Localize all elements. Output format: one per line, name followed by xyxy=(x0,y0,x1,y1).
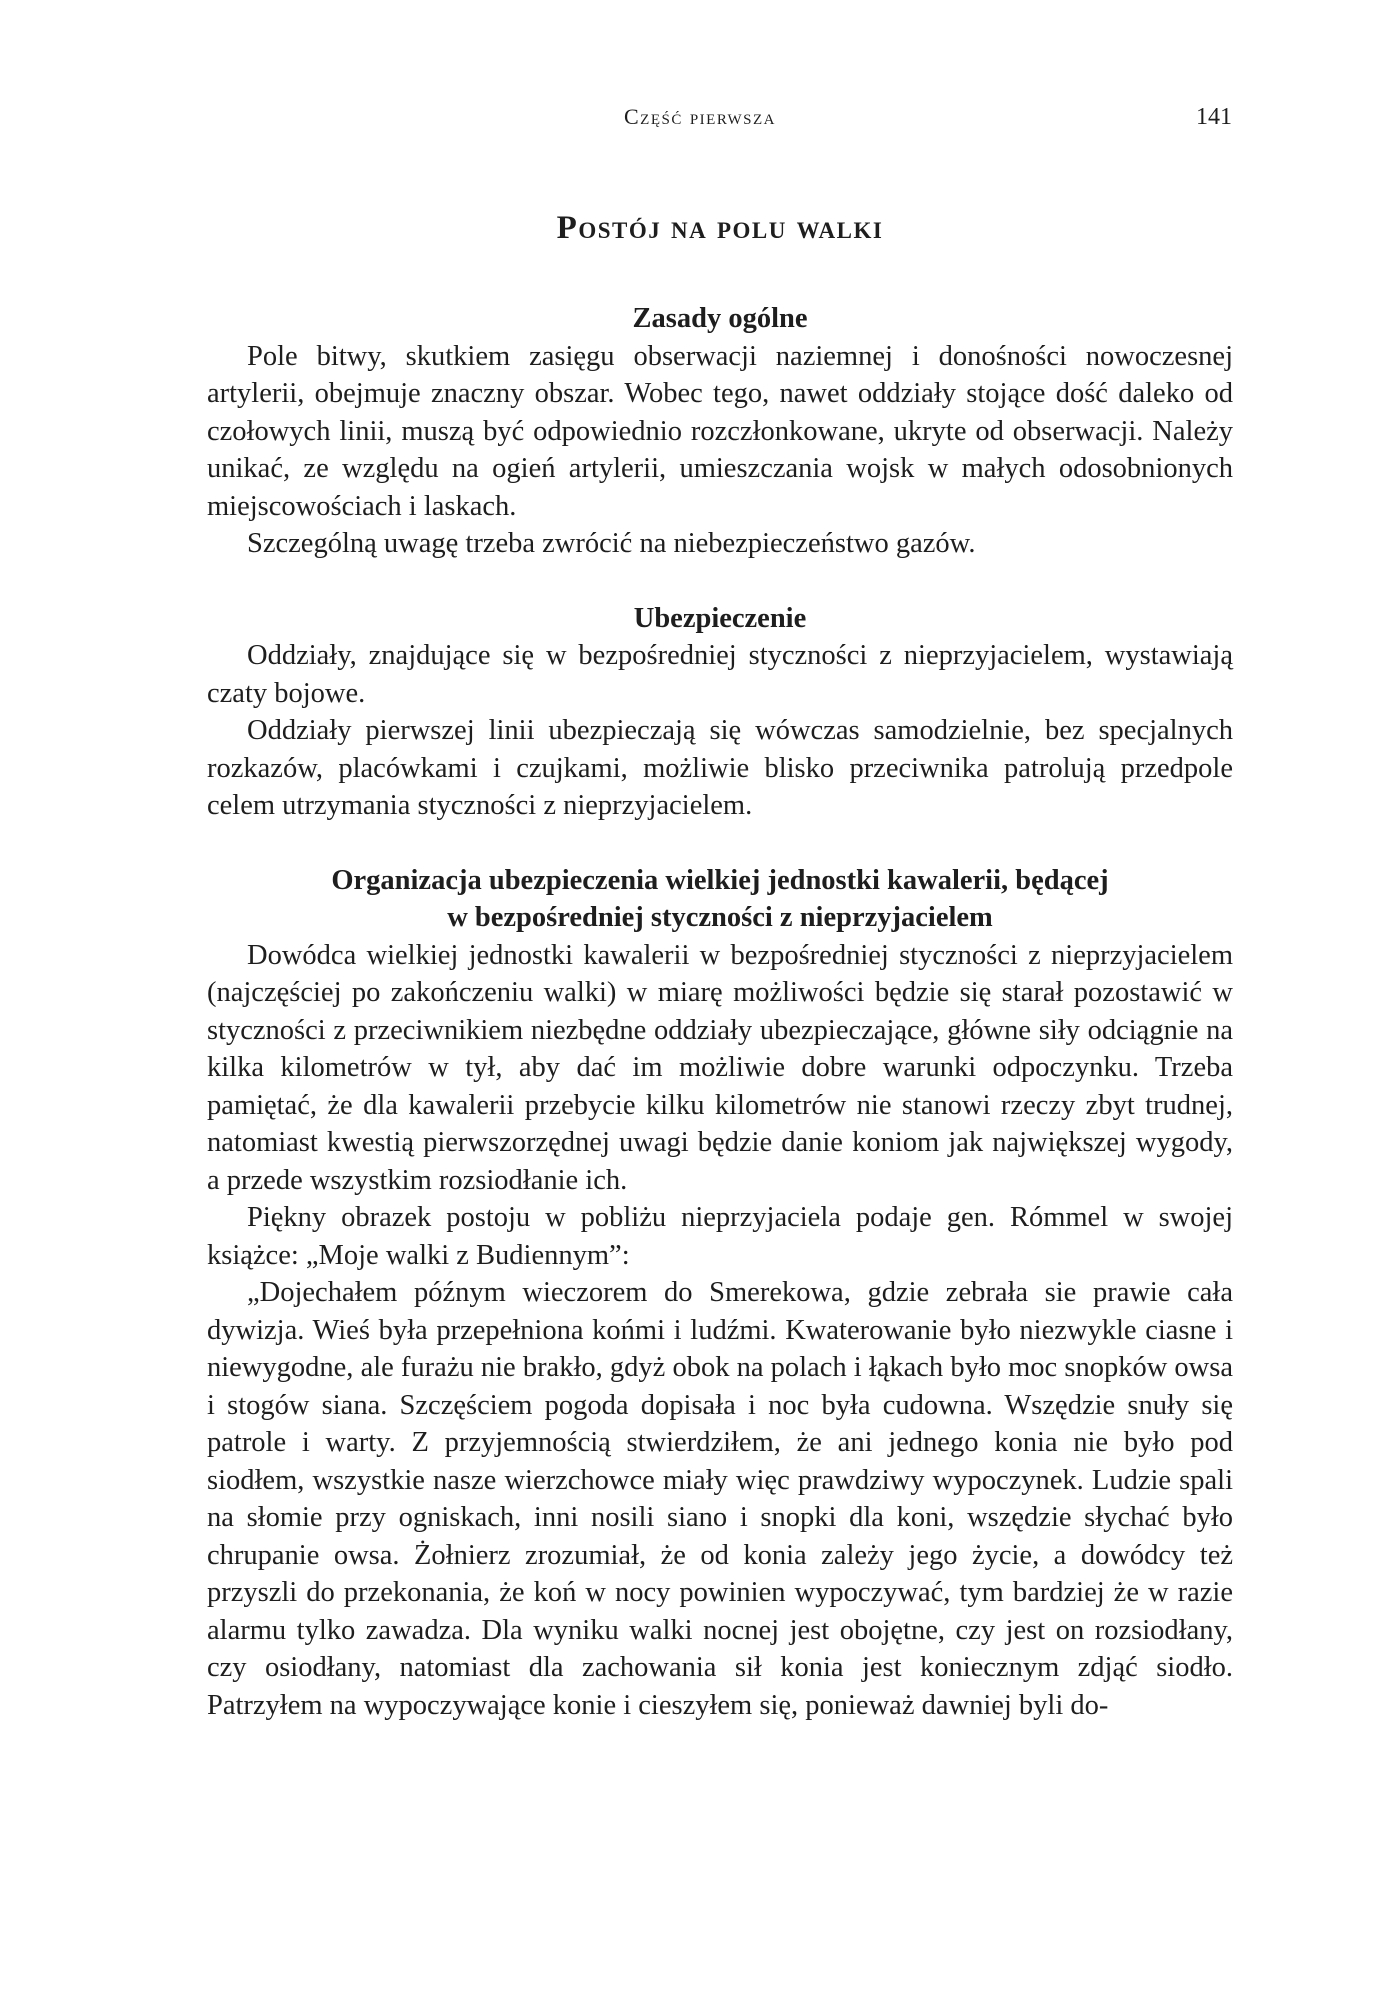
section-general-rules xyxy=(207,300,1233,563)
running-title: Część pierwsza xyxy=(623,104,777,129)
paragraph: Oddziały, znajdujące się w bezpośredniej styczności z nieprzyjacielem, wystawiają czaty bojowe. xyxy=(207,640,1233,709)
paragraph: Szczególną uwagę trzeba zwrócić na niebezpieczeństwo gazów. xyxy=(247,528,976,559)
section-heading-line: w bezpośredniej styczności z nieprzyjacielem xyxy=(447,902,993,933)
paragraph: Piękny obrazek postoju w pobliżu nieprzyjaciela podaje gen. Rómmel w swojej książce: „Moje walki z Budiennym”: xyxy=(207,1202,1233,1271)
running-head xyxy=(0,104,1400,134)
section-heading xyxy=(207,862,1233,937)
page-number: 141 xyxy=(1196,104,1232,130)
paragraph: Dowódca wielkiej jednostki kawalerii w bezpośredniej styczności z nieprzyjacielem (najczęściej po zakończeniu walki) w miarę możliwości będzie się starał pozostawić w styczności z przeciwnikiem niezbędne oddziały ubezpieczające, główne siły odciągnie na kilka kilometrów w tył, aby dać im możliwie dobre warunki odpoczynku. Trzeba pamiętać, że dla kawalerii przebycie kilku kilometrów nie stanowi rzeczy zbyt trudnej, natomiast kwestią pierwszorzędnej uwagi będzie danie koniom jak największej wygody, a przede wszystkim rozsiodłanie ich. xyxy=(207,939,1233,1196)
section-heading-line: Organizacja ubezpieczenia wielkiej jednostki kawalerii, będącej xyxy=(331,864,1109,896)
chapter-title: Postój na polu walki xyxy=(556,210,884,246)
section-heading: Zasady ogólne xyxy=(632,303,808,334)
section-cavalry-security-organization xyxy=(207,862,1233,1725)
paragraph: Oddziały pierwszej linii ubezpieczają się wówczas samodzielnie, bez specjalnych rozkazów, placówkami i czujkami, możliwie blisko przeciwnika patrolują przedpole celem utrzymania styczności z nieprzyjacielem. xyxy=(207,715,1233,821)
text-block xyxy=(207,200,1233,1724)
section-heading: Ubezpieczenie xyxy=(633,602,807,634)
quoted-paragraph: „Dojechałem późnym wieczorem do Smerekowa, gdzie zebrała sie prawie cała dywizja. Wieś była przepełniona końmi i ludźmi. Kwaterowanie było niezwykle ciasne i niewygodne, ale furażu nie brakło, gdyż obok na polach i łąkach było moc snopków owsa i stogów siana. Szczęściem pogoda dopisała i noc była cudowna. Wszędzie snuły się patrole i warty. Z przyjemnością stwierdziłem, że ani jednego konia nie było pod siodłem, wszystkie nasze wierzchowce miały więc prawdziwy wypoczynek. Ludzie spali na słomie przy ogniskach, inni nosili siano i snopki dla koni, wszędzie słychać było chrupanie owsa. Żołnierz zrozumiał, że od konia zależy jego życie, a dowódcy też przyszli do przekonania, że koń w nocy powinien wypoczywać, tym bardziej że w razie alarmu tylko zawadza. Dla wyniku walki nocnej jest obojętne, czy jest on rozsiodłany, czy osiodłany, natomiast dla zachowania sił konia jest koniecznym zdjąć siodło. Patrzyłem na wypoczywające konie i cieszyłem się, ponieważ dawniej byli do- xyxy=(207,1277,1233,1721)
section-security xyxy=(207,600,1233,825)
paragraph: Pole bitwy, skutkiem zasięgu obserwacji naziemnej i donośności nowoczesnej artylerii, obejmuje znaczny obszar. Wobec tego, nawet oddziały stojące dość daleko od czołowych linii, muszą być odpowiednio rozczłonkowane, ukryte od obserwacji. Należy unikać, ze względu na ogień artylerii, umieszczania wojsk w małych odosobnionych miejscowościach i laskach. xyxy=(207,340,1233,522)
